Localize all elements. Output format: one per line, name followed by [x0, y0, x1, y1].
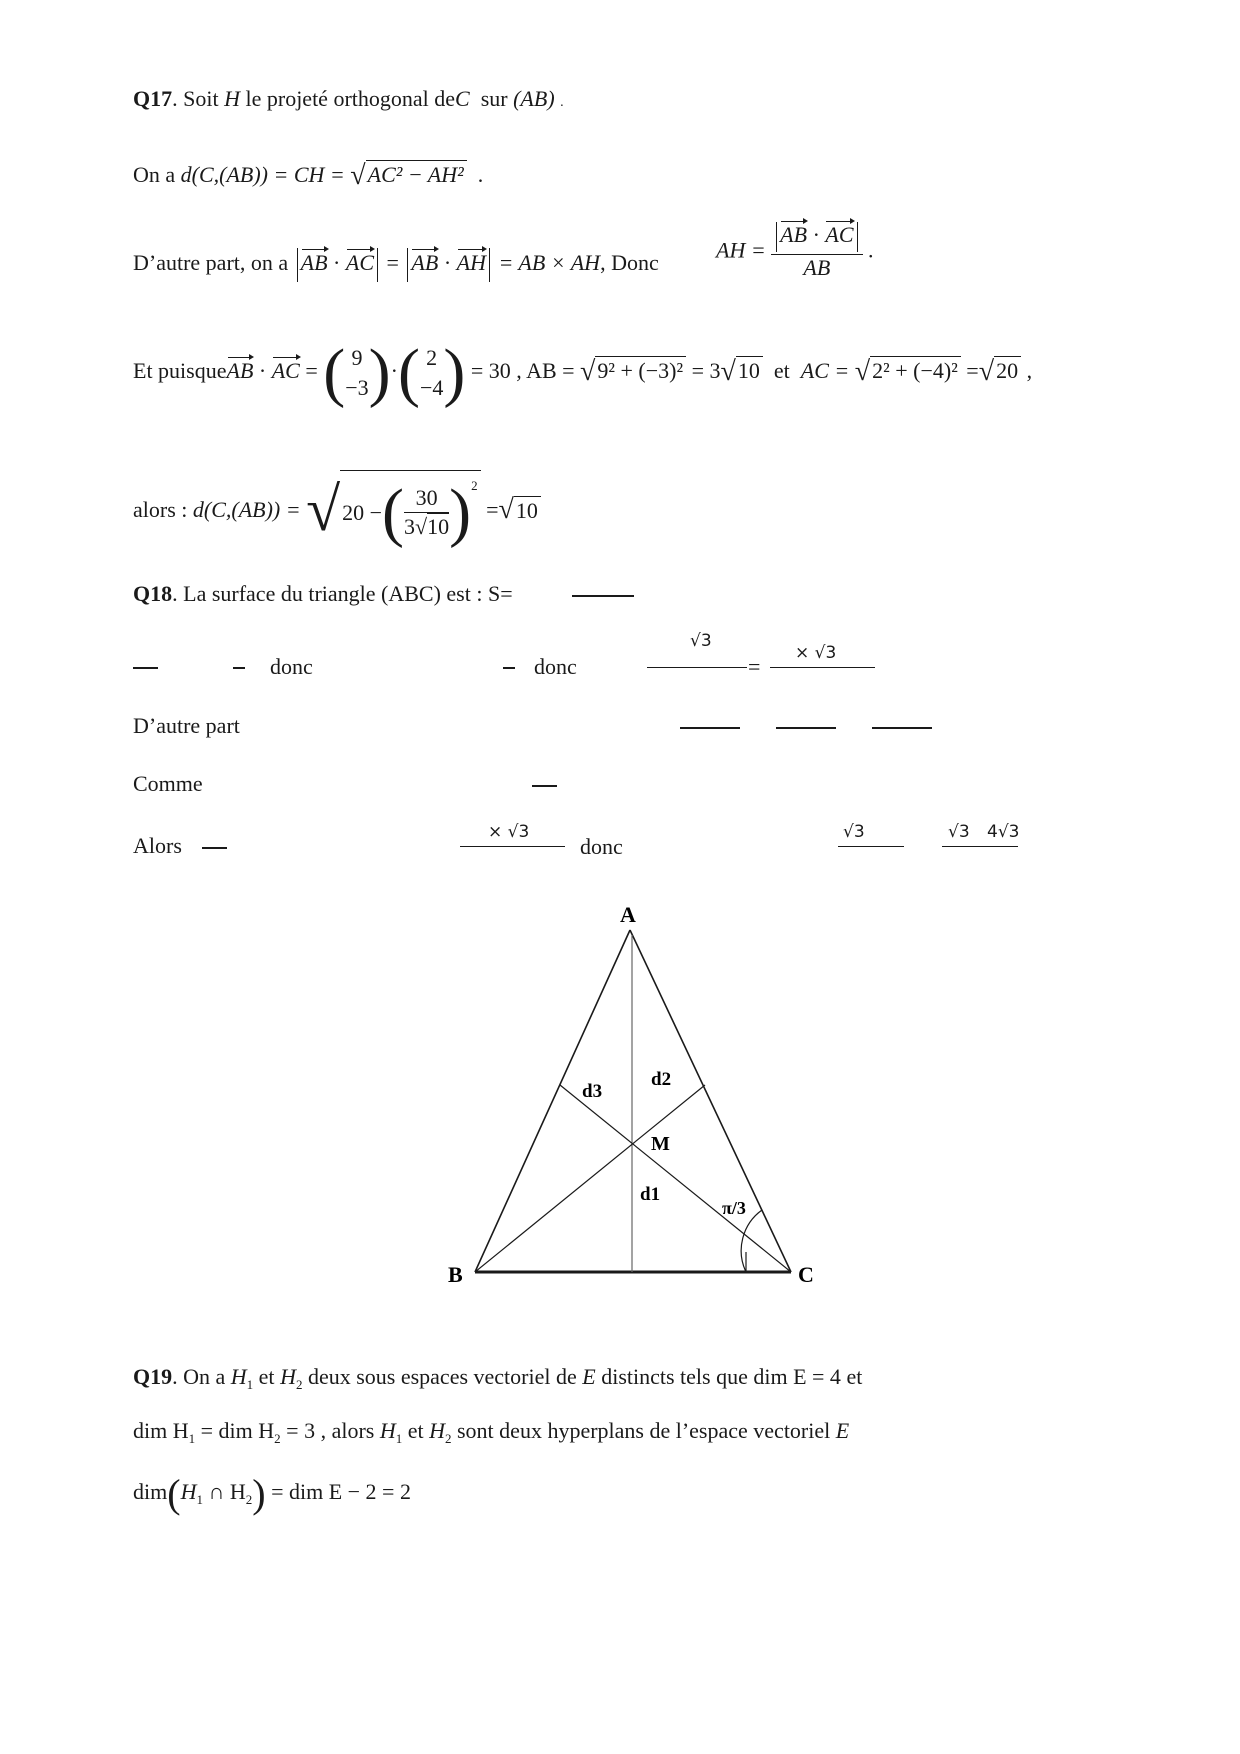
q17-label: Q17 [133, 86, 173, 111]
q19-inner-H1: H [180, 1479, 197, 1504]
q17-alors: alors : [133, 496, 188, 522]
q19-cap: ∩ H [208, 1479, 246, 1504]
q19-H1b: H [379, 1418, 396, 1443]
abs-bar [407, 248, 408, 282]
q17-den-rad: 10 [427, 514, 450, 540]
q17-on-a: On a [133, 162, 176, 187]
q18-donc2: donc [534, 654, 577, 679]
abs-bar [377, 248, 378, 282]
q19-H2b: H [429, 1418, 445, 1443]
q19-on-a: . On a [172, 1364, 226, 1389]
q17-line1 [133, 88, 564, 110]
q17-line5 [133, 470, 541, 550]
q17-frac-den: 3√10 [404, 514, 450, 540]
triangle-lines [475, 930, 791, 1272]
q17-soit: . Soit [172, 86, 219, 111]
q19-label: Q19 [133, 1364, 173, 1389]
q19-line2 [133, 1420, 849, 1445]
q17-radicand-20: 20 [994, 356, 1021, 383]
q17-comma: , [1026, 358, 1033, 383]
vector-2-top: 2 [426, 345, 438, 371]
paren-right: ) [443, 336, 466, 409]
vector-2-bottom: −4 [419, 374, 444, 400]
sqrt-icon: √ [978, 356, 995, 387]
q18-dautre: D’autre part [133, 713, 240, 738]
blank-line [942, 846, 1018, 847]
q17-radicand-10: 10 [736, 356, 763, 383]
q17-C: C [455, 86, 470, 111]
blank-line [680, 727, 740, 729]
q19-text2: distincts tels que [601, 1364, 748, 1389]
q17-line4: Et puisqueAB · AC = ( 9 −3)·( 2 −4) = 30 , AB = √9² + (−3)² = 3√10 et AC = √2² + (−4)² =√20 , [133, 336, 1033, 409]
q17-ah-den: AB [803, 255, 831, 280]
q19-val: = 3 , alors [286, 1418, 375, 1443]
q18-sqrt3-a: √3 [690, 631, 712, 651]
q17-dot2: . [477, 162, 484, 187]
blank-line [532, 785, 557, 787]
blank-line [872, 727, 932, 729]
q17-eq5: = [486, 496, 499, 522]
vector-1 [345, 343, 368, 402]
q17-AB: (AB) [513, 86, 555, 111]
vec-AC: AC [825, 222, 854, 248]
sqrt-icon: √ [580, 356, 596, 387]
abs-bar [489, 248, 490, 282]
q17-radicand: AC² − AH² [366, 160, 467, 187]
vector-2 [420, 343, 443, 402]
abs-bar [857, 222, 858, 252]
vec-AH: AH [456, 250, 486, 276]
exponent-2: 2 [471, 478, 478, 493]
q19-eq-dimH2: = dim H [200, 1418, 275, 1443]
label-B: B [448, 1262, 463, 1287]
q17-frac-num: 30 [404, 486, 449, 513]
sub-2: 2 [445, 1431, 452, 1446]
q19-et2: et [846, 1364, 863, 1389]
q18-alors: Alors [133, 833, 182, 858]
q17-text1: le projeté orthogonal de [245, 86, 456, 111]
big-sqrt-icon: √ [306, 475, 341, 544]
vec-AB: AB [300, 250, 328, 276]
sub-2: 2 [295, 1377, 303, 1392]
q17-radicand-ac: 2² + (−4)² [870, 356, 961, 383]
blank-line [776, 727, 836, 729]
label-d1: d1 [640, 1184, 661, 1205]
sub-1: 1 [188, 1431, 196, 1446]
q19-text3: sont deux hyperplans de l’espace vectoriel [457, 1418, 831, 1443]
vec-AC: AC [345, 250, 374, 276]
sqrt-icon: √ [498, 493, 514, 525]
blank-line [838, 846, 904, 847]
q17-dautre: D’autre part, on a [133, 250, 289, 276]
q17-dot1: . [560, 95, 564, 110]
q17-eq4: = [305, 358, 318, 383]
blank-line [202, 847, 227, 849]
q19-E2: E [835, 1418, 850, 1443]
q17-ac: AC = [800, 358, 850, 383]
paren-left: ( [167, 1471, 181, 1516]
q17-ah-fraction [716, 222, 874, 279]
q18-sqrt3-c: √3 [948, 822, 970, 842]
vec-AC: AC [271, 358, 300, 383]
q19-et: et [258, 1364, 275, 1389]
q17-dist-expr: d(C,(AB)) = CH = [180, 162, 345, 187]
vec-AB: AB [411, 250, 439, 276]
paren-left: ( [382, 476, 405, 549]
q19-dim3: dim [133, 1479, 168, 1504]
q19-dimH1: dim H [133, 1418, 189, 1443]
q18-donc1: donc [270, 654, 313, 679]
q18-text: . La surface du triangle (ABC) est : S= [172, 581, 513, 606]
side-AC [630, 930, 791, 1272]
sub-1: 1 [196, 1492, 203, 1507]
vector-1-top: 9 [351, 345, 363, 371]
sqrt-icon: √ [854, 356, 871, 387]
q18-donc3: donc [580, 834, 623, 859]
sub-1: 1 [246, 1377, 254, 1392]
q19-etb: et [407, 1418, 424, 1443]
q17-dot3: . [868, 237, 874, 263]
vector-1-bottom: −3 [345, 374, 369, 400]
q18-comme: Comme [133, 771, 203, 796]
q17-result: 10 [514, 496, 541, 523]
vec-AB: AB [226, 358, 254, 383]
paren-left: ( [323, 336, 346, 409]
q19-res: = dim E − 2 = 2 [271, 1479, 411, 1504]
q19-H2: H [280, 1364, 296, 1389]
q18-label: Q18 [133, 581, 173, 606]
label-d2: d2 [651, 1069, 672, 1090]
q17-big-radicand [340, 470, 480, 550]
blank-line [647, 667, 747, 668]
abs-bar [776, 222, 777, 252]
paren-left: ( [397, 336, 420, 409]
label-A: A [620, 902, 636, 927]
q17-line2 [133, 160, 483, 190]
q17-dist-expr2: d(C,(AB)) = [192, 496, 301, 522]
q18-times-sqrt3-a: × √3 [795, 643, 837, 663]
q17-eq3: = [966, 358, 979, 383]
q18-four-sqrt3: 4√3 [987, 822, 1020, 842]
q17-ah: AH = [716, 237, 766, 263]
blank-line [770, 667, 875, 668]
median-B [475, 1085, 705, 1272]
q19-text: deux sous espaces vectoriel de [307, 1364, 577, 1389]
q17-et: et [773, 358, 790, 383]
q18-eq: = [748, 654, 761, 679]
label-M: M [651, 1133, 670, 1155]
q17-donc: , Donc [600, 250, 659, 276]
sqrt-icon: √ [350, 160, 366, 191]
blank-line [572, 595, 634, 597]
q17-res4: = 30 , AB = [470, 358, 575, 383]
label-C: C [798, 1262, 814, 1287]
blank-line [233, 667, 245, 669]
label-d3: d3 [582, 1081, 603, 1102]
sqrt-icon: √ [720, 356, 736, 387]
q17-ah-frac [771, 222, 862, 279]
q17-twenty: 20 − [342, 499, 383, 525]
q17-eq-mid: = [386, 250, 399, 276]
paren-right: ) [252, 1471, 266, 1516]
blank-line [133, 667, 158, 669]
q17-ah-num: AB · AC [771, 222, 862, 255]
q17-eq2: = 3 [691, 358, 721, 383]
sub-2: 2 [245, 1492, 253, 1507]
abs-bar [297, 248, 298, 282]
angle-arc [741, 1210, 762, 1272]
q19-line1 [133, 1366, 862, 1391]
q18-sqrt3-b: √3 [843, 822, 865, 842]
q17-H: H [224, 86, 240, 111]
q18-times-sqrt3-b: × √3 [488, 822, 530, 842]
q19-line3 [133, 1471, 411, 1516]
q17-radicand-ab: 9² + (−3)² [595, 356, 686, 383]
q17-final-frac [404, 486, 449, 539]
q19-dim: dim E = 4 [753, 1364, 841, 1389]
sub-2: 2 [274, 1431, 281, 1446]
q17-sur: sur [480, 86, 508, 111]
q19-H1: H [230, 1364, 247, 1389]
q17-line3: D’autre part, on a AB · AC = AB · AH = AB × AH, Donc [133, 248, 659, 282]
q18-line1 [133, 583, 513, 605]
q17-puisque: Et puisque [133, 358, 227, 383]
vec-AB: AB [780, 222, 808, 248]
side-AB [475, 930, 630, 1272]
q17-eq-right: = AB × AH [498, 250, 601, 276]
paren-right: ) [368, 336, 391, 409]
median-C [560, 1085, 791, 1272]
blank-line [460, 846, 565, 847]
blank-line [503, 667, 515, 669]
label-angle: π/3 [722, 1198, 746, 1218]
q17-den-coef: 3 [404, 514, 416, 540]
sub-1: 1 [395, 1431, 403, 1446]
paren-right: ) [449, 476, 472, 549]
q19-E: E [582, 1364, 596, 1389]
